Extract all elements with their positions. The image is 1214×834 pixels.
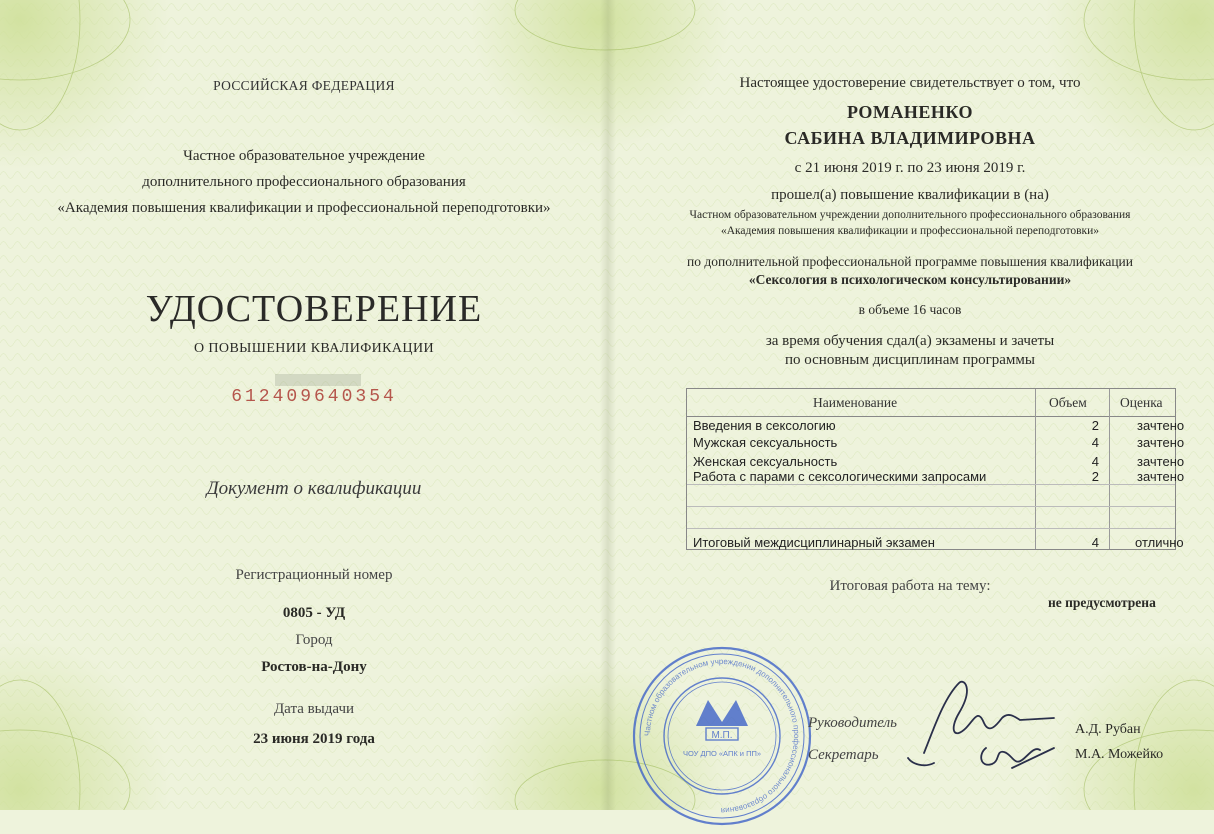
subject-grade: зачтено [1137, 469, 1185, 484]
right-page [608, 0, 1214, 816]
program-line: по дополнительной профессиональной программе повышения квалификации [687, 254, 1133, 269]
exams-line-1: за время обучения сдал(а) экзамены и зачеты [765, 333, 1055, 349]
stamp-ring-text: Частном образовательном учреждении дополнительного профессионального образования [642, 656, 802, 816]
document-subtitle: О ПОВЫШЕНИИ КВАЛИФИКАЦИИ [194, 341, 434, 356]
subject-volume: 2 [1091, 469, 1099, 484]
issue-date-label: Дата выдачи [273, 701, 355, 717]
city-label: Город [295, 632, 333, 648]
holder-surname: РОМАНЕНКО [847, 102, 973, 122]
stamp-org-name: ЧОУ ДПО «АПК и ПП» [682, 749, 762, 758]
passed-statement: прошел(а) повышение квалификации в (на) [771, 187, 1049, 203]
issue-date: 23 июня 2019 года [253, 731, 375, 747]
header-name: Наименование [813, 395, 898, 410]
holder-given-names: САБИНА ВЛАДИМИРОВНА [784, 128, 1036, 148]
certify-intro: Настоящее удостоверение свидетельствует о том, что [739, 75, 1081, 91]
final-work-label: Итоговая работа на тему: [829, 578, 991, 594]
subject-name: Женская сексуальность [693, 454, 838, 469]
table-row [687, 469, 1185, 487]
study-period: с 21 июня 2019 г. по 23 июня 2019 г. [794, 160, 1026, 176]
subject-name: Мужская сексуальность [693, 435, 838, 450]
institution-line-1: Частное образовательное учреждение [183, 148, 425, 164]
signature-role-secretary: Секретарь [808, 747, 879, 763]
subject-grade: зачтено [1137, 435, 1185, 450]
grades-table [686, 388, 1185, 550]
table-row [687, 435, 1185, 453]
subject-grade: зачтено [1137, 454, 1185, 469]
table-row-final [687, 535, 1184, 553]
table-row [687, 418, 1185, 436]
document-type: Документ о квалификации [206, 478, 422, 499]
final-exam-grade: отлично [1135, 535, 1184, 550]
subject-name: Введения в сексологию [693, 418, 836, 433]
final-exam-volume: 4 [1091, 535, 1099, 550]
header-volume: Объем [1049, 395, 1087, 410]
right-institution-line-2: «Академия повышения квалификации и профессиональной переподготовки» [720, 225, 1100, 237]
subject-name: Работа с парами с сексологическими запросами [693, 469, 987, 484]
exams-line-2: по основным дисциплинам программы [784, 352, 1035, 368]
final-work-value: не предусмотрена [1048, 595, 1156, 610]
institution-line-2: дополнительного профессионального образования [142, 174, 466, 190]
signature-name-director: А.Д. Рубан [1075, 722, 1141, 737]
subject-volume: 2 [1091, 418, 1099, 433]
country-heading: РОССИЙСКАЯ ФЕДЕРАЦИЯ [213, 78, 395, 93]
program-volume: в объеме 16 часов [858, 302, 962, 317]
official-stamp [624, 638, 820, 834]
signature-name-secretary: М.А. Можейко [1075, 747, 1164, 762]
serial-background-mark [275, 374, 361, 386]
header-grade: Оценка [1120, 395, 1163, 410]
signature-role-director: Руководитель [808, 715, 897, 731]
institution-line-3: «Академия повышения квалификации и профессиональной переподготовки» [57, 200, 551, 216]
city-value: Ростов-на-Дону [261, 659, 367, 675]
document-title: УДОСТОВЕРЕНИЕ [145, 288, 483, 330]
row-divider [687, 506, 1175, 507]
subject-volume: 4 [1091, 435, 1099, 450]
serial-number: 612409640354 [231, 387, 397, 407]
subject-grade: зачтено [1137, 418, 1185, 433]
row-divider [687, 528, 1175, 529]
registration-label: Регистрационный номер [235, 567, 393, 583]
program-name: «Сексология в психологическом консультировании» [748, 272, 1072, 287]
grades-table-header [687, 389, 1175, 417]
final-exam-name: Итоговый междисциплинарный экзамен [693, 535, 935, 550]
right-institution-line-1: Частном образовательном учреждении дополнительного профессионального образования [689, 209, 1131, 221]
svg-text:М.П.: М.П. [711, 730, 733, 741]
registration-number: 0805 - УД [282, 605, 346, 621]
subject-volume: 4 [1091, 454, 1099, 469]
handwritten-signatures [904, 668, 1064, 788]
